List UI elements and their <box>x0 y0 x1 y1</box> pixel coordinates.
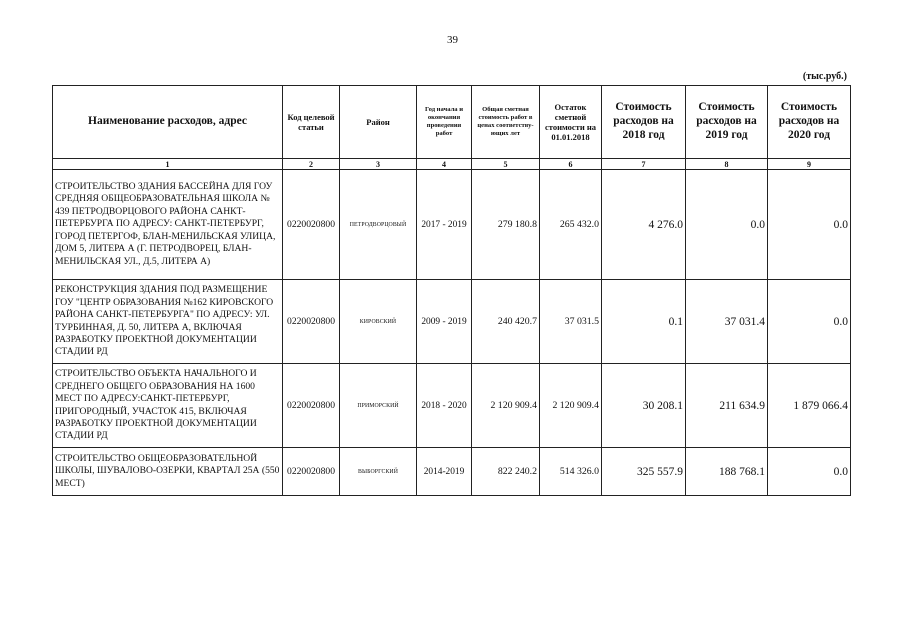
header-code: Код целевой статьи <box>283 86 340 159</box>
table-row <box>53 280 851 364</box>
header-period: Год начала и окончания проведения работ <box>417 86 472 159</box>
header-cost-2020: Стоимость расходов на 2020 год <box>768 86 851 159</box>
row-cost-2019: 0.0 <box>686 170 768 280</box>
column-number: 2 <box>283 159 340 170</box>
column-number-row <box>53 159 851 170</box>
row-code: 0220020800 <box>283 170 340 280</box>
row-estimate: 279 180.8 <box>472 170 540 280</box>
row-name: СТРОИТЕЛЬСТВО ОБЩЕОБРАЗОВАТЕЛЬНОЙ ШКОЛЫ, ШУВАЛОВО-ОЗЕРКИ, КВАРТАЛ 25А (550 МЕСТ) <box>53 448 283 496</box>
page-number: 39 <box>447 34 458 46</box>
column-number: 8 <box>686 159 768 170</box>
row-period: 2009 - 2019 <box>417 280 472 364</box>
header-estimate: Общая сметная стоимость работ в ценах соответству-ющих лет <box>472 86 540 159</box>
row-code: 0220020800 <box>283 280 340 364</box>
row-cost-2020: 0.0 <box>768 170 851 280</box>
row-cost-2018: 0.1 <box>602 280 686 364</box>
header-row <box>53 86 851 159</box>
row-name: РЕКОНСТРУКЦИЯ ЗДАНИЯ ПОД РАЗМЕЩЕНИЕ ГОУ "ЦЕНТР ОБРАЗОВАНИЯ №162 КИРОВСКОГО РАЙОНА САНКТ-ПЕТЕРБУРГА" ПО АДРЕСУ: УЛ. ТУРБИННАЯ, Д. 50, ЛИТЕРА А, ВКЛЮЧАЯ РАЗРАБОТКУ ПРОЕКТНОЙ ДОКУМЕНТАЦИИ СТАДИИ РД <box>53 280 283 364</box>
row-period: 2017 - 2019 <box>417 170 472 280</box>
column-number: 4 <box>417 159 472 170</box>
units-label: (тыс.руб.) <box>802 71 847 82</box>
header-name: Наименование расходов, адрес <box>53 86 283 159</box>
row-cost-2018: 4 276.0 <box>602 170 686 280</box>
header-cost-2018: Стоимость расходов на 2018 год <box>602 86 686 159</box>
row-cost-2018: 325 557.9 <box>602 448 686 496</box>
row-estimate: 240 420.7 <box>472 280 540 364</box>
budget-table <box>52 85 851 496</box>
row-cost-2018: 30 208.1 <box>602 364 686 448</box>
row-period: 2014-2019 <box>417 448 472 496</box>
column-number: 7 <box>602 159 686 170</box>
row-period: 2018 - 2020 <box>417 364 472 448</box>
row-cost-2019: 188 768.1 <box>686 448 768 496</box>
row-cost-2020: 1 879 066.4 <box>768 364 851 448</box>
row-remaining: 265 432.0 <box>540 170 602 280</box>
row-code: 0220020800 <box>283 364 340 448</box>
row-remaining: 2 120 909.4 <box>540 364 602 448</box>
row-district: ПРИМОРСКИЙ <box>340 364 417 448</box>
row-code: 0220020800 <box>283 448 340 496</box>
row-cost-2019: 211 634.9 <box>686 364 768 448</box>
row-remaining: 37 031.5 <box>540 280 602 364</box>
row-estimate: 822 240.2 <box>472 448 540 496</box>
row-name: СТРОИТЕЛЬСТВО ЗДАНИЯ БАССЕЙНА ДЛЯ ГОУ СРЕДНЯЯ ОБЩЕОБРАЗОВАТЕЛЬНАЯ ШКОЛА № 439 ПЕТРОДВОРЦОВОГО РАЙОНА САНКТ-ПЕТЕРБУРГА ПО АДРЕСУ: САНКТ-ПЕТЕРБУРГ, ГОРОД ПЕТЕРГОФ, БЛАН-МЕНИЛЬСКАЯ УЛИЦА, ДОМ 5, ЛИТЕРА А (Г. ПЕТРОДВОРЕЦ, БЛАН-МЕНИЛЬСКАЯ УЛ., Д.5, ЛИТЕРА А) <box>53 170 283 280</box>
column-number: 1 <box>53 159 283 170</box>
header-remaining: Остаток сметной стоимости на 01.01.2018 <box>540 86 602 159</box>
row-district: ВЫБОРГСКИЙ <box>340 448 417 496</box>
column-number: 5 <box>472 159 540 170</box>
column-number: 6 <box>540 159 602 170</box>
row-name: СТРОИТЕЛЬСТВО ОБЪЕКТА НАЧАЛЬНОГО И СРЕДНЕГО ОБЩЕГО ОБРАЗОВАНИЯ НА 1600 МЕСТ ПО АДРЕСУ:САНКТ-ПЕТЕРБУРГ, ПРИГОРОДНЫЙ, УЧАСТОК 415, ВКЛЮЧАЯ РАЗРАБОТКУ ПРОЕКТНОЙ ДОКУМЕНТАЦИИ СТАДИИ РД <box>53 364 283 448</box>
row-district: ПЕТРОДВОРЦОВЫЙ <box>340 170 417 280</box>
row-estimate: 2 120 909.4 <box>472 364 540 448</box>
row-cost-2019: 37 031.4 <box>686 280 768 364</box>
table-row <box>53 364 851 448</box>
row-district: КИРОВСКИЙ <box>340 280 417 364</box>
row-remaining: 514 326.0 <box>540 448 602 496</box>
row-cost-2020: 0.0 <box>768 280 851 364</box>
row-cost-2020: 0.0 <box>768 448 851 496</box>
column-number: 9 <box>768 159 851 170</box>
table-row <box>53 170 851 280</box>
table-row <box>53 448 851 496</box>
column-number: 3 <box>340 159 417 170</box>
header-district: Район <box>340 86 417 159</box>
header-cost-2019: Стоимость расходов на 2019 год <box>686 86 768 159</box>
